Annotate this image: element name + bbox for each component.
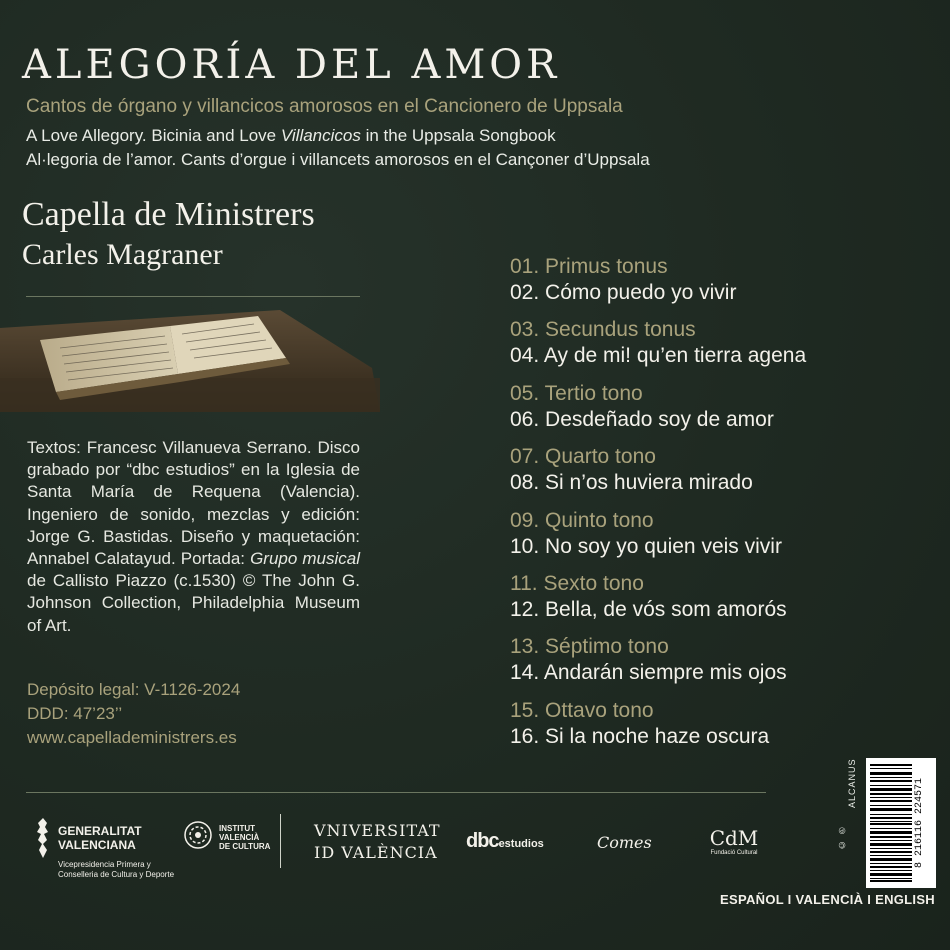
dbc-small: estudios: [498, 838, 544, 850]
logo-separator: [280, 814, 281, 868]
label-imprint: [837, 758, 857, 886]
barcode-bars-icon: [870, 764, 912, 882]
website-link[interactable]: www.capelladeministrers.es: [27, 728, 237, 747]
dbc-main: dbc: [466, 830, 499, 852]
track-item: 09. Quinto tono: [510, 508, 654, 532]
open-book-painting: [0, 308, 380, 412]
track-group: [510, 254, 910, 317]
ivc-emblem-icon: [183, 820, 213, 850]
track-item: 16. Si la noche haze oscura: [510, 724, 770, 748]
dbc-estudios-logo: [466, 830, 544, 853]
track-group: [510, 508, 910, 571]
gva-line1: GENERALITAT: [58, 824, 142, 838]
track-group: [510, 444, 910, 507]
institut-valencia-cultura-logo: [183, 818, 273, 868]
copyright-marks: © ℗: [837, 824, 847, 851]
track-item: 13. Séptimo tono: [510, 635, 669, 659]
duration: DDD: 47’23’’: [27, 704, 123, 723]
track-group: [510, 381, 910, 444]
track-item: 03. Secundus tonus: [510, 318, 696, 342]
language-list: ESPAÑOL I VALENCIÀ I ENGLISH: [720, 892, 935, 907]
comes-text: Comes: [597, 833, 652, 852]
gva-small1: Vicepresidencia Primera y: [58, 860, 151, 869]
track-item: 07. Quarto tono: [510, 445, 656, 469]
subtitle-catalan: Al·legoria de l’amor. Cants d’orgue i villancets amorosos en el Cançoner d’Uppsala: [26, 150, 650, 169]
credits-text: Textos: Francesc Villanueva Serrano. Disco grabado por “dbc estudios” en la Iglesia de Santa María de Requena (Valencia). Ingeniero de sonido, mezclas y edición: Jorge G. Bastidas. Diseño y maquetación: Annabel Calatayud. Portada: Grupo musical de Callisto Piazzo (c.1530) © The John G. Johnson Collection, Philadelphia Museum of Art.: [27, 438, 360, 635]
generalitat-valenciana-logo: [34, 810, 174, 880]
release-meta: [27, 678, 240, 750]
divider-bottom: [26, 792, 766, 793]
barcode-digits: 8 216116 224571: [914, 778, 925, 869]
track-item: 11. Sexto tono: [510, 571, 644, 595]
cdm-small: Fundació Cultural: [710, 850, 758, 856]
ensemble-name: Capella de Ministrers: [22, 196, 315, 233]
cdm-fundacio-logo: [704, 826, 764, 856]
subtitle-spanish: Cantos de órgano y villancicos amorosos en el Cancionero de Uppsala: [26, 96, 623, 117]
coat-of-arms-icon: [34, 818, 52, 858]
track-item: 01. Primus tonus: [510, 255, 668, 278]
subtitle-english: A Love Allegory. Bicinia and Love Villancicos in the Uppsala Songbook: [26, 126, 556, 145]
track-item: 08. Si n’os huviera mirado: [510, 471, 753, 495]
ivc-line1: INSTITUT: [219, 824, 255, 833]
barcode: [866, 758, 936, 888]
track-group: [510, 317, 910, 380]
divider-top: [26, 296, 360, 297]
sponsor-logos: [0, 800, 860, 890]
uv-line2: ID VALÈNCIA: [314, 843, 438, 862]
track-item: 15. Ottavo tono: [510, 698, 654, 722]
legal-deposit: Depósito legal: V-1126-2024: [27, 680, 241, 699]
gva-line2: VALENCIANA: [58, 838, 136, 852]
track-group: [510, 634, 910, 697]
track-group: [510, 698, 910, 761]
track-item: 10. No soy yo quien veis vivir: [510, 534, 782, 558]
ivc-line2: VALENCIÀ: [219, 833, 260, 842]
universitat-valencia-logo: [314, 820, 441, 864]
director-name: Carles Magraner: [22, 238, 223, 271]
label-name: ALCANUS: [847, 758, 857, 808]
comes-logo: [597, 833, 652, 852]
gva-small2: Conselleria de Cultura y Deporte: [58, 870, 175, 879]
track-item: 04. Ay de mi! qu’en tierra agena: [510, 344, 807, 368]
ivc-line3: DE CULTURA: [219, 842, 271, 851]
track-item: 02. Cómo puedo yo vivir: [510, 281, 737, 304]
track-list: [510, 254, 910, 761]
cdm-main: CdM: [709, 826, 759, 850]
track-item: 05. Tertio tono: [510, 381, 643, 405]
album-title: ALEGORÍA DEL AMOR: [22, 42, 561, 88]
track-group: [510, 571, 910, 634]
track-item: 06. Desdeñado soy de amor: [510, 407, 774, 431]
track-item: 14. Andarán siempre mis ojos: [510, 661, 787, 685]
uv-line1: VNIVERSITAT: [314, 821, 441, 840]
track-item: 12. Bella, de vós som amorós: [510, 597, 787, 621]
